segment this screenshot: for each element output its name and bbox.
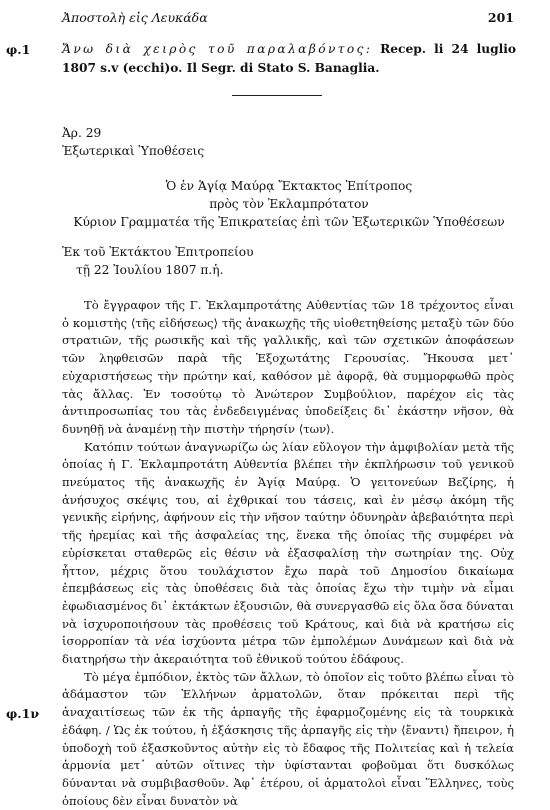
date-line: τῇ 22 Ἰουλίου 1807 π.ἡ. [76,263,224,277]
reception-note-greek: Ἄνω διὰ χειρὸς τοῦ παραλαβόντος: [62,42,373,56]
paragraph-2: Κατόπιν τούτων ἀναγνωρίζω ὡς λίαν εὔλογον τὴν ἀμφιβολίαν μετὰ τῆς ὁποίας ἡ Γ. Ἐκλαμπροτάτη Αὐθεντία βλέπει τὴν ἐκπλήρωσιν τοῦ γενικοῦ πνεύματος τῆς ἀνακωχῆς ἐν Ἁγίᾳ Μαύρᾳ. Ὁ γειτονεύων Βεζίρης, ἡ ἀνήσυχος σκέψις του, αἱ ἐχθρικαί του τάσεις, καὶ ἐν μέσῳ ἀκόμη τῆς γενικῆς εἰρήνης, ἀφήνουν εἰς τὴν νῆσον ταύτην ὀδυνηρὰν ἀβεβαιότητα περὶ τῆς ἠρεμίας καὶ τῆς ἀσφαλείας της, ἕνεκα τῆς ὁποίας τῆς συμφέρει νὰ εὑρίσκεται σταθερῶς εἰς θέσιν νὰ ἐξασφαλίσῃ τὴν σωτηρίαν της. Οὐχ ἧττον, μέχρις ὅτου τουλάχιστον ἔχω παρὰ τοῦ Δημοσίου δικαίωμα ἐπεμβάσεως εἰς τὰς ὑποθέσεις διὰ τὰς ὁποίας ἔχω τὴν τιμὴν νὰ εἶμαι ἐφωδιασμένος δι᾿ ἐκτάκτων ἐξουσιῶν, θὰ συνεργασθῶ εἰς ὅλα ὅσα δύναται νὰ ἰσχυροποιήσουν τὰς προθέσεις τοῦ Κράτους, καὶ διὰ νὰ κρατήσω εἰς ἰσορροπίαν τὰ νέα ἰσχύοντα μέτρα τῶν ἐμπολέμων Δυνάμεων καὶ διὰ νὰ διατηρήσω τὴν ἀκεραιότητα τοῦ ἐθνικοῦ τούτου ἐδάφους. [62,439,514,667]
address-block [62,177,516,231]
recipient-line: Κύριον Γραμματέα τῆς Ἐπικρατείας ἐπὶ τῶν Ἐξωτερικῶν Ὑποθέσεων [73,215,505,229]
document-number: Ἀρ. 29 [62,126,102,140]
running-header [62,10,514,28]
folio-mark-1: φ.1 [6,42,31,57]
separator-rule [232,95,322,96]
origin-line: Ἐκ τοῦ Ἐκτάκτου Ἐπιτροπείου [62,245,254,259]
to-line: πρὸς τὸν Ἐκλαμπρότατον [209,197,369,211]
sender-line: Ὁ ἐν Ἁγίᾳ Μαύρᾳ Ἔκτακτος Ἐπίτροπος [165,179,413,193]
letter-body [62,297,514,810]
paragraph-1: Τὸ ἔγγραφον τῆς Γ. Ἐκλαμπροτάτης Αὐθεντίας τῶν 18 τρέχοντος εἶναι ὁ κομιστὴς ⟨τῆς εἰδήσεως⟩ τῆς ἀνακωχῆς τῆς υἱοθετηθείσης μεταξὺ τῶν δύο στρατιῶν, τῆς ρωσικῆς καὶ τῆς γαλλικῆς, καὶ τῶν σχετικῶν ἀποφάσεων τῶν ληφθεισῶν παρὰ τῆς Ἐξοχωτάτης Γερουσίας. Ἤκουσα μετ᾿ εὐχαριστήσεως τὴν πρώτην καί, καθόσον μὲ ἀφορᾷ, θὰ συμμορφωθῶ πρὸς τὰς ἄλλας. Ἐν τοσούτῳ τὸ Ἀνώτερον Συμβούλιον, παρέχον εἰς τὰς ἀντιπροσωπίας του τὰς ἐνδεδειγμένας ὑποδείξεις δι᾿ ἑκάστην νῆσον, θὰ δυνηθῇ νὰ ἀναμένῃ τὴν πιστὴν τήρησίν ⟨των⟩. [62,298,514,436]
folio-mark-2: φ.1ν [6,706,40,721]
origin-block [62,243,516,279]
section-title: Ἐξωτερικαὶ Ὑποθέσεις [62,144,205,158]
reception-note [62,40,516,78]
document-heading [62,124,516,160]
page-number: 201 [487,10,514,25]
paragraph-3: Τὸ μέγα ἐμπόδιον, ἐκτὸς τῶν ἄλλων, τὸ ὁποῖον εἰς τοῦτο βλέπω εἶναι τὸ ἀδάμαστον τῶν Ἑλλήνων ἁρματολῶν, ὅταν πρόκειται περὶ τῆς ἀναχαιτίσεως τῶν ἐκ τῆς ἁρπαγῆς τῆς ἐφαρμοζομένης εἰς τὰ τουρκικὰ ἐδάφη. / Ὡς ἐκ τούτου, ἡ ἐξάσκησις τῆς ἁρπαγῆς εἰς τὴν ⟨ἔναντι⟩ ἤπειρον, ἡ ὑποδοχὴ τοῦ ἐξασκοῦντος αὐτὴν εἰς τὸ ἔδαφος τῆς Πολιτείας καὶ ἡ τελεία ἁρμονία μετ᾿ αὐτῶν οἵτινες τὴν ὑφίστανται φοβοῦμαι ὅτι δυσκόλως δύνανται νὰ συμβιβασθοῦν. Ἀφ᾿ ἑτέρου, οἱ ἁρματολοὶ εἶναι Ἕλληνες, τοὺς ὁποίους δὲν εἶναι δυνατὸν νὰ [62,669,514,808]
reception-note-latin: Recep. li 24 luglio 1807 s.v (ecchi)o. Il Segr. di Stato S. Banaglia. [62,42,516,75]
running-title: Ἀποστολὴ εἰς Λευκάδα [62,10,208,25]
